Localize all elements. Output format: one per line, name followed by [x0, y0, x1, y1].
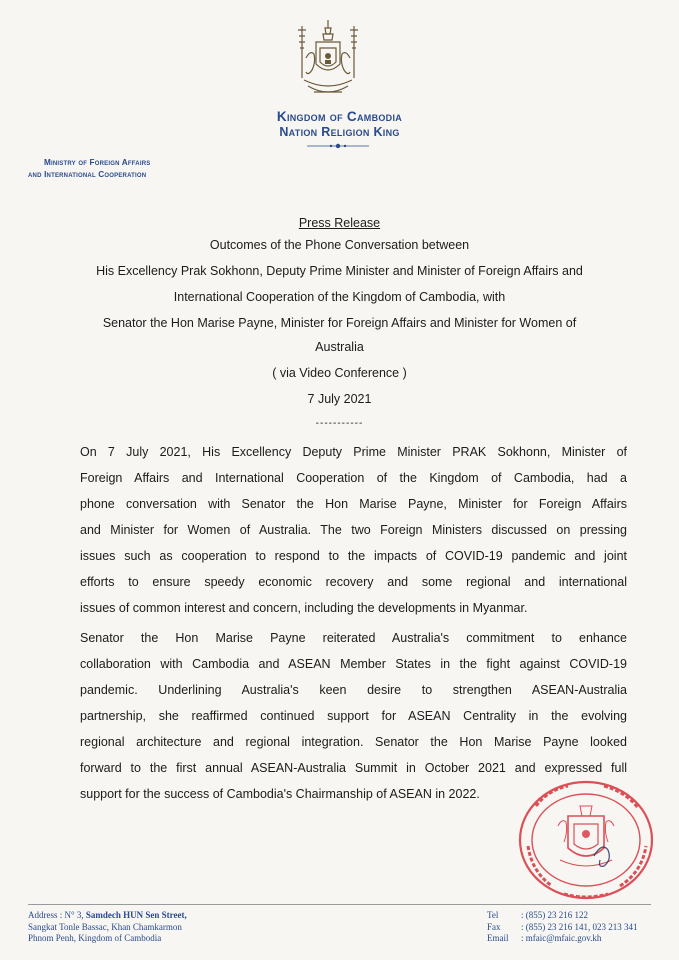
footer-address: [28, 910, 187, 945]
paragraph-line: phone conversation with Senator the Hon Marise Payne, Minister for Foreign Affairs: [80, 497, 627, 511]
paragraph-line: regional architecture and regional integration. Senator the Hon Marise Payne looked: [80, 735, 627, 749]
release-date: 7 July 2021: [307, 392, 372, 406]
address-street: Samdech HUN Sen Street,: [85, 910, 187, 920]
heading-line: ( via Video Conference ): [272, 366, 407, 380]
paragraph-line: On 7 July 2021, His Excellency Deputy Prime Minister PRAK Sokhonn, Minister of: [80, 445, 627, 459]
ministry-name-line1: Ministry of Foreign Affairs: [44, 158, 151, 167]
kingdom-title: Kingdom of Cambodia: [276, 109, 403, 124]
paragraph-line: pandemic. Underlining Australia's keen desire to strengthen ASEAN-Australia: [80, 683, 627, 697]
paragraph-line: efforts to ensure speedy economic recovery and some regional and international: [80, 575, 627, 589]
heading-line: Australia: [315, 340, 364, 354]
fax-label: Fax: [487, 921, 501, 932]
press-release-title: Press Release: [298, 216, 381, 230]
paragraph-line: and Minister for Women of Australia. The two Foreign Ministers discussed on pressing: [80, 523, 627, 537]
ornamental-divider: [305, 142, 371, 150]
heading-line: His Excellency Prak Sokhonn, Deputy Prime Minister and Minister of Foreign Affairs and: [96, 264, 583, 278]
royal-coat-of-arms-emblem: [292, 18, 364, 104]
body-paragraph-1: [80, 439, 627, 621]
fax-value: : (855) 23 216 141, 023 213 341: [521, 921, 638, 932]
heading-line: International Cooperation of the Kingdom of Cambodia, with: [173, 290, 506, 304]
paragraph-line: collaboration with Cambodia and ASEAN Member States in the fight against COVID-19: [80, 657, 627, 671]
paragraph-line: forward to the first annual ASEAN-Australia Summit in October 2021 and expressed full: [80, 761, 627, 775]
paragraph-line: support for the success of Cambodia's Chairmanship of ASEAN in 2022.: [80, 787, 480, 801]
address-line2: Sangkat Tonle Bassac, Khan Chamkarmon: [28, 921, 182, 932]
tel-label: Tel: [487, 910, 499, 920]
email-value[interactable]: : mfaic@mfaic.gov.kh: [521, 933, 602, 943]
paragraph-line: issues of common interest and concern, including the developments in Myanmar.: [80, 601, 528, 615]
ministry-seal-stamp: [508, 776, 656, 904]
address-label: Address : N° 3,: [28, 910, 86, 920]
national-motto: Nation Religion King: [279, 125, 400, 139]
heading-line: Outcomes of the Phone Conversation between: [209, 238, 470, 252]
paragraph-line: Foreign Affairs and International Cooperation of the Kingdom of Cambodia, had a: [80, 471, 627, 485]
heading-line: Senator the Hon Marise Payne, Minister for Foreign Affairs and Minister for Women of: [102, 316, 577, 330]
paragraph-line: issues such as cooperation to respond to the impacts of COVID-19 pandemic and joint: [80, 549, 627, 563]
paragraph-line: partnership, she reaffirmed continued support for ASEAN Centrality in the evolving: [80, 709, 627, 723]
tel-value: : (855) 23 216 122: [521, 910, 588, 920]
footer-contacts: [487, 910, 638, 945]
ministry-name-line2: and International Cooperation: [28, 170, 147, 179]
paragraph-line: Senator the Hon Marise Payne reiterated Australia's commitment to enhance: [80, 631, 627, 645]
address-line3: Phnom Penh, Kingdom of Cambodia: [28, 933, 162, 943]
email-label: Email: [487, 933, 509, 943]
dash-separator: -----------: [315, 418, 364, 429]
footer-divider: [28, 904, 651, 905]
